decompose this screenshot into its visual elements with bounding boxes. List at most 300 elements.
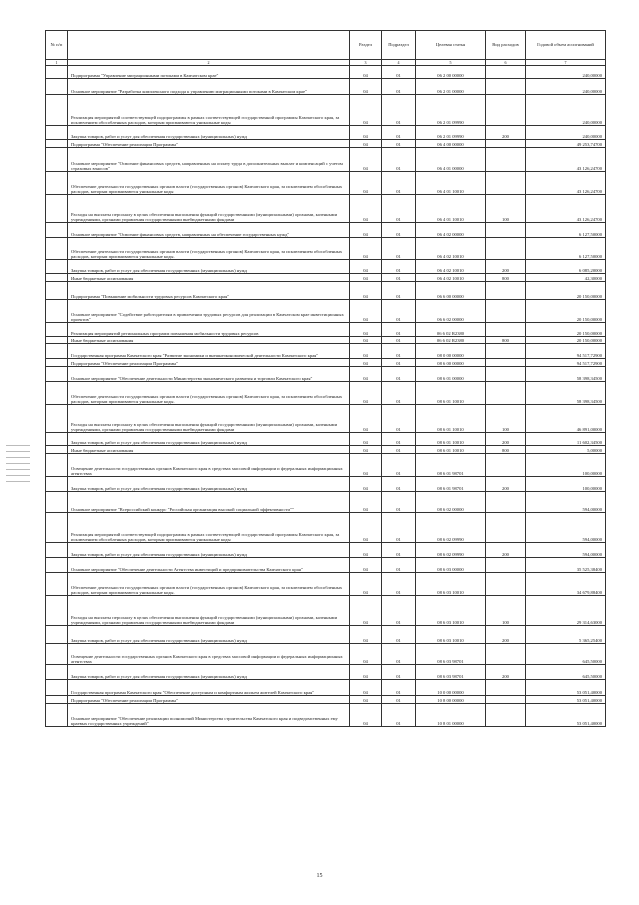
cell-subsection: 01: [382, 148, 416, 172]
cell-exp-type: [486, 344, 526, 359]
cell-amount: 94 517,72900: [526, 344, 606, 359]
cell-num: [46, 300, 68, 323]
cell-target: 06 4 01 00000: [416, 148, 486, 172]
table-row: [46, 126, 606, 140]
cell-target: 06 4 00 00000: [416, 140, 486, 148]
cell-num: [46, 337, 68, 344]
cell-section: 04: [350, 337, 382, 344]
cell-exp-type: [486, 513, 526, 543]
cell-amount: 11 602,34500: [526, 433, 606, 446]
cell-exp-type: [486, 282, 526, 300]
cell-name: Закупка товаров, работ и услуг для обеспечения государственных (муниципальных) нужд: [68, 477, 350, 492]
cell-target: 08 6 02 00000: [416, 492, 486, 513]
cell-num: [46, 644, 68, 665]
cell-target: 10 8 01 00000: [416, 704, 486, 727]
cell-section: 04: [350, 704, 382, 727]
cell-amount: 43 126,24700: [526, 172, 606, 195]
table-row: [46, 405, 606, 433]
cell-subsection: 01: [382, 454, 416, 477]
cell-amount: 43 126,24700: [526, 148, 606, 172]
table-body: [46, 66, 606, 727]
cell-num: [46, 543, 68, 558]
cell-target: 06 2 01 09990: [416, 126, 486, 140]
cell-subsection: 01: [382, 680, 416, 696]
cell-target: 08 0 00 00000: [416, 344, 486, 359]
table-header-row: [46, 31, 606, 60]
table-row: [46, 323, 606, 337]
cell-target: 06 2 01 00000: [416, 79, 486, 95]
cell-amount: 43 126,24700: [526, 195, 606, 223]
cell-exp-type: [486, 148, 526, 172]
col-number: 5: [416, 60, 486, 66]
cell-amount: 58 398,34500: [526, 382, 606, 405]
col-header-exp-type: Вид расходов: [486, 31, 526, 60]
cell-section: 04: [350, 172, 382, 195]
cell-amount: 20 150,00000: [526, 323, 606, 337]
cell-target: 08 6 02 09990: [416, 513, 486, 543]
table-row: [46, 344, 606, 359]
cell-num: [46, 696, 68, 704]
cell-name: Освещение деятельности государственных органов Камчатского края в средствах массовой информации и федеральных информационных агентствах: [68, 454, 350, 477]
table-row: [46, 337, 606, 344]
cell-name: Иные бюджетные ассигнования: [68, 274, 350, 282]
margin-marks: [6, 440, 30, 487]
cell-section: 04: [350, 195, 382, 223]
cell-subsection: 01: [382, 513, 416, 543]
table-row: [46, 665, 606, 680]
cell-exp-type: [486, 95, 526, 126]
cell-subsection: 01: [382, 344, 416, 359]
cell-section: 04: [350, 454, 382, 477]
col-header-section: Раздел: [350, 31, 382, 60]
cell-num: [46, 573, 68, 596]
table-row: [46, 367, 606, 382]
cell-subsection: 01: [382, 238, 416, 260]
cell-target: 06 6 02 R2380: [416, 323, 486, 337]
table-row: [46, 223, 606, 238]
cell-num: [46, 282, 68, 300]
cell-num: [46, 195, 68, 223]
table-row: [46, 433, 606, 446]
cell-name: Закупка товаров, работ и услуг для обеспечения государственных (муниципальных) нужд: [68, 260, 350, 274]
cell-num: [46, 433, 68, 446]
cell-num: [46, 665, 68, 680]
cell-amount: 6 127,50000: [526, 223, 606, 238]
cell-amount: 594,00000: [526, 492, 606, 513]
page-number: 15: [316, 873, 323, 879]
cell-name: Реализация мероприятий соответствующей подпрограммы в рамках соответствующей государственной программы Камчатского края, за исключением обособленных расходов, которым присваиваются уникальные коды: [68, 513, 350, 543]
cell-exp-type: 800: [486, 337, 526, 344]
cell-num: [46, 344, 68, 359]
col-number: 6: [486, 60, 526, 66]
cell-num: [46, 626, 68, 644]
cell-num: [46, 274, 68, 282]
cell-amount: 46 891,00000: [526, 405, 606, 433]
cell-num: [46, 680, 68, 696]
cell-target: 06 6 02 R2380: [416, 337, 486, 344]
table-row: [46, 454, 606, 477]
table-row: [46, 492, 606, 513]
cell-num: [46, 95, 68, 126]
cell-target: 06 4 02 10010: [416, 238, 486, 260]
cell-exp-type: [486, 367, 526, 382]
table-row: [46, 260, 606, 274]
cell-target: 06 6 00 00000: [416, 282, 486, 300]
cell-amount: 20 150,00000: [526, 337, 606, 344]
cell-exp-type: 200: [486, 543, 526, 558]
cell-num: [46, 704, 68, 727]
cell-amount: 29 314,63000: [526, 596, 606, 626]
cell-num: [46, 140, 68, 148]
cell-section: 04: [350, 238, 382, 260]
cell-name: Подпрограмма "Обеспечение реализации Программы": [68, 696, 350, 704]
col-header-amount: Годовой объем ассигнований: [526, 31, 606, 60]
cell-name: Обеспечение деятельности государственных органов власти (государственных органов) Камчатского края, за исключением обособленных расходов, которым присваиваются уникальные коды.: [68, 382, 350, 405]
cell-target: 06 6 02 00000: [416, 300, 486, 323]
col-header-subsection: Подраздел: [382, 31, 416, 60]
cell-num: [46, 126, 68, 140]
col-number: 4: [382, 60, 416, 66]
cell-target: 08 6 01 10010: [416, 446, 486, 454]
cell-exp-type: [486, 644, 526, 665]
cell-target: 08 6 01 10010: [416, 382, 486, 405]
cell-exp-type: 200: [486, 477, 526, 492]
cell-exp-type: 100: [486, 596, 526, 626]
table-row: [46, 95, 606, 126]
cell-subsection: 01: [382, 626, 416, 644]
cell-exp-type: [486, 300, 526, 323]
cell-subsection: 01: [382, 172, 416, 195]
cell-section: 04: [350, 359, 382, 367]
cell-exp-type: [486, 492, 526, 513]
cell-name: Обеспечение деятельности государственных органов власти (государственных органов) Камчатского края, за исключением обособленных расходов, которым присваиваются уникальные коды.: [68, 573, 350, 596]
col-number: 1: [46, 60, 68, 66]
cell-amount: 5 365,25400: [526, 626, 606, 644]
cell-exp-type: 200: [486, 260, 526, 274]
cell-name: Реализация мероприятий региональных программ повышения мобильности трудовых ресурсов: [68, 323, 350, 337]
cell-exp-type: 100: [486, 195, 526, 223]
cell-section: 04: [350, 323, 382, 337]
cell-exp-type: [486, 454, 526, 477]
cell-exp-type: [486, 359, 526, 367]
cell-amount: 594,00000: [526, 513, 606, 543]
cell-section: 04: [350, 644, 382, 665]
cell-section: 04: [350, 513, 382, 543]
cell-num: [46, 513, 68, 543]
cell-num: [46, 382, 68, 405]
table-row: [46, 140, 606, 148]
col-number: 2: [68, 60, 350, 66]
cell-name: Обеспечение деятельности государственных органов власти (государственных органов) Камчатского края, за исключением обособленных расходов, которым присваиваются уникальные коды.: [68, 238, 350, 260]
cell-target: 08 6 01 98701: [416, 454, 486, 477]
table-row: [46, 274, 606, 282]
cell-subsection: 01: [382, 405, 416, 433]
cell-section: 04: [350, 126, 382, 140]
cell-name: Подпрограмма "Управление миграционными потоками в Камчатском крае": [68, 66, 350, 79]
cell-exp-type: 200: [486, 126, 526, 140]
cell-exp-type: [486, 79, 526, 95]
cell-subsection: 01: [382, 195, 416, 223]
table-row: [46, 704, 606, 727]
cell-target: 08 6 01 98701: [416, 477, 486, 492]
table-row: [46, 195, 606, 223]
cell-num: [46, 367, 68, 382]
cell-name: Закупка товаров, работ и услуг для обеспечения государственных (муниципальных) нужд: [68, 543, 350, 558]
cell-target: 10 8 00 00000: [416, 696, 486, 704]
cell-amount: 42,30000: [526, 274, 606, 282]
cell-subsection: 01: [382, 126, 416, 140]
cell-name: Подпрограмма "Повышение мобильности трудовых ресурсов Камчатского края": [68, 282, 350, 300]
cell-section: 04: [350, 680, 382, 696]
cell-num: [46, 79, 68, 95]
table-row: [46, 382, 606, 405]
cell-num: [46, 148, 68, 172]
table-row: [46, 300, 606, 323]
cell-exp-type: [486, 223, 526, 238]
cell-amount: 645,50000: [526, 644, 606, 665]
cell-amount: 100,00000: [526, 477, 606, 492]
table-row: [46, 282, 606, 300]
cell-section: 04: [350, 626, 382, 644]
cell-amount: 6 127,50000: [526, 238, 606, 260]
table-row: [46, 172, 606, 195]
table-row: [46, 238, 606, 260]
cell-subsection: 01: [382, 300, 416, 323]
cell-section: 04: [350, 573, 382, 596]
cell-amount: 34 679,88400: [526, 573, 606, 596]
table-row: [46, 573, 606, 596]
cell-amount: 53 051,40000: [526, 696, 606, 704]
cell-section: 04: [350, 558, 382, 573]
cell-subsection: 01: [382, 558, 416, 573]
cell-name: Освещение деятельности государственных органов Камчатского края в средствах массовой информации и федеральных информационных агентствах: [68, 644, 350, 665]
cell-amount: 35 525,38400: [526, 558, 606, 573]
table-row: [46, 477, 606, 492]
cell-exp-type: 200: [486, 665, 526, 680]
cell-name: Подпрограмма "Обеспечение реализации Программы": [68, 359, 350, 367]
cell-target: 08 6 01 10010: [416, 405, 486, 433]
cell-exp-type: 800: [486, 446, 526, 454]
cell-exp-type: [486, 323, 526, 337]
cell-exp-type: [486, 558, 526, 573]
cell-name: Иные бюджетные ассигнования: [68, 337, 350, 344]
cell-name: Основное мероприятие "Освоение финансовых средств, направленных на оплату труда в дополнительных выплат и компенсаций с учетом страховых взносов": [68, 148, 350, 172]
table-row: [46, 558, 606, 573]
cell-num: [46, 405, 68, 433]
col-header-num: № п/п: [46, 31, 68, 60]
cell-amount: 5,00000: [526, 446, 606, 454]
cell-exp-type: [486, 172, 526, 195]
cell-subsection: 01: [382, 223, 416, 238]
table-row: [46, 626, 606, 644]
cell-num: [46, 323, 68, 337]
cell-target: 10 0 00 00000: [416, 680, 486, 696]
cell-section: 04: [350, 344, 382, 359]
table-row: [46, 148, 606, 172]
cell-name: Закупка товаров, работ и услуг для обеспечения государственных (муниципальных) нужд: [68, 433, 350, 446]
cell-target: 08 6 03 00000: [416, 558, 486, 573]
cell-name: Реализация мероприятий соответствующей подпрограммы в рамках соответствующей государственной программы Камчатского края, за исключением обособленных расходов, которым присваиваются уникальные коды: [68, 95, 350, 126]
cell-exp-type: [486, 66, 526, 79]
cell-target: 08 6 01 00000: [416, 367, 486, 382]
cell-subsection: 01: [382, 95, 416, 126]
cell-exp-type: [486, 140, 526, 148]
cell-name: Расходы на выплаты персоналу в целях обеспечения выполнения функций государственными (муниципальными) органами, казенными учреждениями, органами управления государственными внебюджетными фондами: [68, 405, 350, 433]
cell-exp-type: [486, 573, 526, 596]
table-row: [46, 79, 606, 95]
budget-table: [45, 30, 606, 727]
cell-subsection: 01: [382, 696, 416, 704]
cell-subsection: 01: [382, 433, 416, 446]
cell-section: 04: [350, 223, 382, 238]
cell-target: 06 4 02 00000: [416, 223, 486, 238]
cell-amount: 53 051,40000: [526, 704, 606, 727]
table-row: [46, 644, 606, 665]
cell-section: 04: [350, 282, 382, 300]
col-number: 3: [350, 60, 382, 66]
budget-document: [45, 30, 605, 727]
cell-amount: 20 150,00000: [526, 282, 606, 300]
cell-section: 04: [350, 260, 382, 274]
cell-target: 06 2 01 09990: [416, 95, 486, 126]
cell-subsection: 01: [382, 446, 416, 454]
cell-num: [46, 172, 68, 195]
cell-target: 06 4 02 10010: [416, 274, 486, 282]
cell-name: Иные бюджетные ассигнования: [68, 446, 350, 454]
cell-name: Обеспечение деятельности государственных органов власти (государственных органов) Камчатского края, за исключением обособленных расходов, которым присваиваются уникальные коды: [68, 172, 350, 195]
cell-target: 08 6 03 98701: [416, 644, 486, 665]
cell-section: 04: [350, 596, 382, 626]
table-row: [46, 596, 606, 626]
col-header-name: [68, 31, 350, 60]
cell-name: Основное мероприятие "Обеспечение реализации полномочий Министерства строительства Камчатского края и подведомственных ему краевых государственных учреждений": [68, 704, 350, 727]
cell-section: 04: [350, 382, 382, 405]
cell-num: [46, 492, 68, 513]
cell-subsection: 01: [382, 140, 416, 148]
cell-subsection: 01: [382, 367, 416, 382]
cell-subsection: 01: [382, 704, 416, 727]
cell-num: [46, 359, 68, 367]
cell-exp-type: 200: [486, 433, 526, 446]
cell-target: 06 4 01 10010: [416, 195, 486, 223]
cell-target: 06 4 01 10010: [416, 172, 486, 195]
cell-target: 08 6 03 10010: [416, 626, 486, 644]
cell-section: 04: [350, 446, 382, 454]
cell-amount: 100,00000: [526, 454, 606, 477]
cell-target: 08 6 00 00000: [416, 359, 486, 367]
cell-subsection: 01: [382, 260, 416, 274]
cell-subsection: 01: [382, 282, 416, 300]
cell-section: 04: [350, 492, 382, 513]
cell-num: [46, 66, 68, 79]
cell-subsection: 01: [382, 382, 416, 405]
cell-exp-type: 200: [486, 626, 526, 644]
cell-subsection: 01: [382, 359, 416, 367]
cell-subsection: 01: [382, 573, 416, 596]
cell-section: 04: [350, 696, 382, 704]
cell-section: 04: [350, 433, 382, 446]
cell-section: 04: [350, 66, 382, 79]
cell-exp-type: [486, 238, 526, 260]
cell-section: 04: [350, 405, 382, 433]
cell-name: Закупка товаров, работ и услуг для обеспечения государственных (муниципальных) нужд: [68, 626, 350, 644]
cell-num: [46, 260, 68, 274]
cell-exp-type: 800: [486, 274, 526, 282]
cell-amount: 49 253,74700: [526, 140, 606, 148]
table-row: [46, 446, 606, 454]
cell-subsection: 01: [382, 274, 416, 282]
cell-name: Государственная программа Камчатского края "Развитие экономики и внешнеэкономической деятельности Камчатского края": [68, 344, 350, 359]
cell-name: Основное мероприятие "Всероссийский конкурс "Российская организация высокой социальной эффективности"": [68, 492, 350, 513]
cell-subsection: 01: [382, 492, 416, 513]
table-row: [46, 696, 606, 704]
cell-num: [46, 477, 68, 492]
cell-target: 08 6 01 10010: [416, 433, 486, 446]
cell-name: Основное мероприятие "Содействие работодателям в привлечении трудовых ресурсов для реализации в Камчатском крае инвестиционных проектов": [68, 300, 350, 323]
cell-exp-type: [486, 704, 526, 727]
table-row: [46, 66, 606, 79]
cell-subsection: 01: [382, 596, 416, 626]
cell-subsection: 01: [382, 323, 416, 337]
cell-section: 04: [350, 543, 382, 558]
cell-name: Закупка товаров, работ и услуг для обеспечения государственных (муниципальных) нужд: [68, 126, 350, 140]
col-header-target: Целевая статья: [416, 31, 486, 60]
cell-subsection: 01: [382, 644, 416, 665]
cell-subsection: 01: [382, 79, 416, 95]
cell-num: [46, 558, 68, 573]
cell-subsection: 01: [382, 337, 416, 344]
cell-section: 04: [350, 79, 382, 95]
cell-section: 04: [350, 300, 382, 323]
table-row: [46, 543, 606, 558]
cell-name: Расходы на выплаты персоналу в целях обеспечения выполнения функций государственными (муниципальными) органами, казенными учреждениями, органами управления государственными внебюджетными фондами: [68, 195, 350, 223]
cell-subsection: 01: [382, 477, 416, 492]
cell-amount: 6 085,20000: [526, 260, 606, 274]
cell-target: 06 2 00 00000: [416, 66, 486, 79]
cell-section: 04: [350, 367, 382, 382]
cell-section: 04: [350, 274, 382, 282]
cell-target: 08 6 03 10010: [416, 573, 486, 596]
cell-amount: 94 517,72900: [526, 359, 606, 367]
cell-name: Основное мероприятие "Обеспечение деятельности Министерства экономического развития и торговли Камчатского края": [68, 367, 350, 382]
table-row: [46, 513, 606, 543]
cell-amount: 645,50000: [526, 665, 606, 680]
cell-num: [46, 446, 68, 454]
cell-amount: 240,00000: [526, 66, 606, 79]
cell-name: Основное мероприятие "Обеспечение деятельности Агентства инвестиций и предпринимательства Камчатского края": [68, 558, 350, 573]
cell-name: Основное мероприятие "Освоение финансовых средств, направленных на обеспечение государственных нужд": [68, 223, 350, 238]
cell-amount: 240,00000: [526, 126, 606, 140]
cell-target: 08 6 03 98701: [416, 665, 486, 680]
cell-num: [46, 454, 68, 477]
table-row: [46, 680, 606, 696]
cell-subsection: 01: [382, 543, 416, 558]
cell-name: Закупка товаров, работ и услуг для обеспечения государственных (муниципальных) нужд: [68, 665, 350, 680]
cell-target: 08 6 02 09990: [416, 543, 486, 558]
cell-num: [46, 596, 68, 626]
cell-section: 04: [350, 665, 382, 680]
cell-amount: 240,00000: [526, 79, 606, 95]
cell-amount: 53 051,40000: [526, 680, 606, 696]
cell-exp-type: [486, 696, 526, 704]
cell-name: Подпрограмма "Обеспечение реализации Программы": [68, 140, 350, 148]
cell-amount: 594,00000: [526, 543, 606, 558]
cell-amount: 20 150,00000: [526, 300, 606, 323]
col-number: 7: [526, 60, 606, 66]
cell-name: Расходы на выплаты персоналу в целях обеспечения выполнения функций государственными (муниципальными) органами, казенными учреждениями, органами управления государственными внебюджетными фондами: [68, 596, 350, 626]
cell-section: 04: [350, 477, 382, 492]
cell-num: [46, 238, 68, 260]
